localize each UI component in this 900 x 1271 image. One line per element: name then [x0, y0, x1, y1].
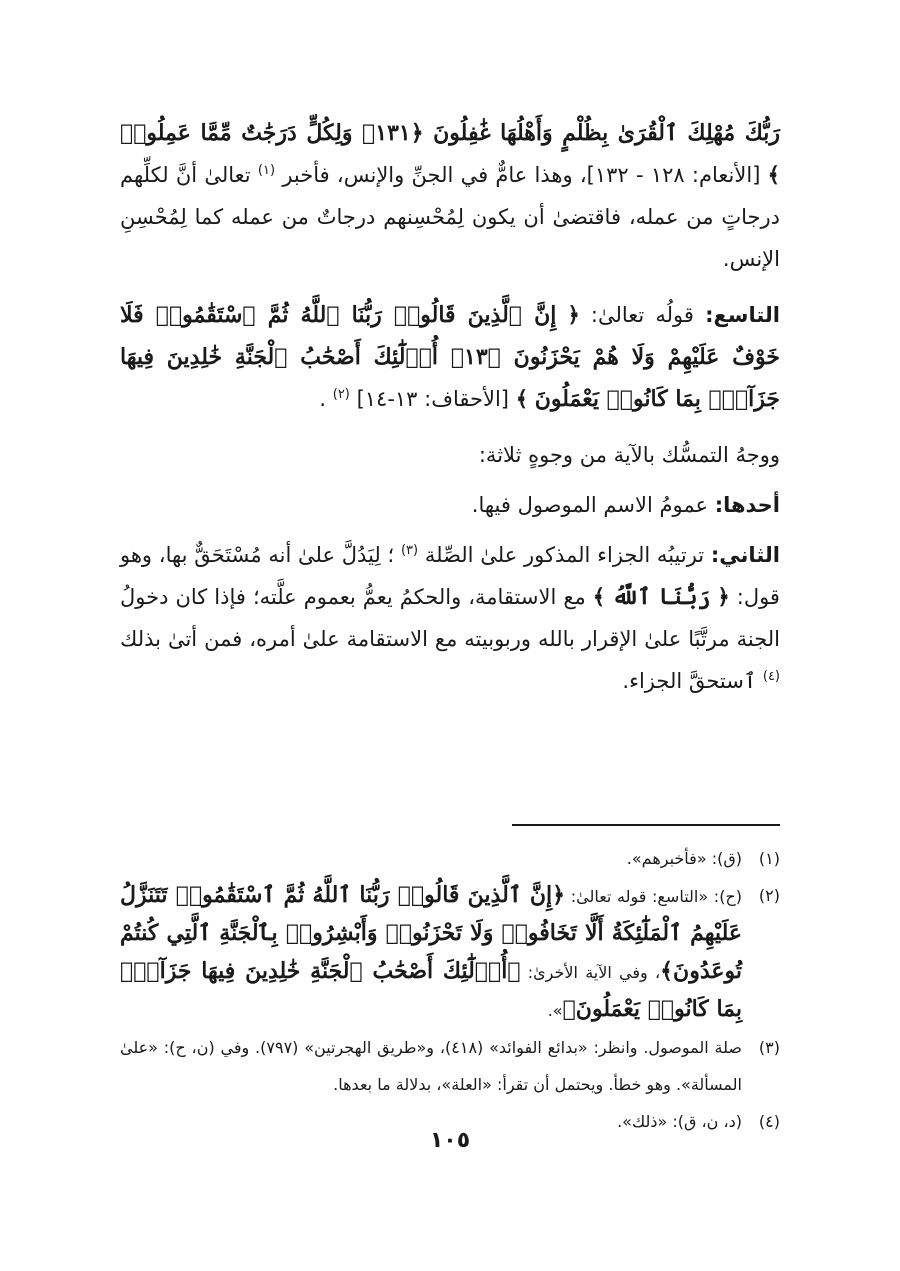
footnote-number: (١): [758, 849, 780, 868]
quran-verse: رَبُّكَ مُهْلِكَ ٱلْقُرَىٰ بِظُلْمٍ وَأَهْلُهَا غَٰفِلُونَ ﴿١٣١﴾ وَلِكُلٍّ دَرَجَٰتٌ مِّمَّا عَمِلُوا۟: [120, 120, 780, 146]
section-lead: أحدها:: [714, 493, 780, 517]
footnote-text: صلة الموصول. وانظر: «بدائع الفوائد» (٤١٨)، و«طريق الهجرتين» (٧٩٧). وفي (ن، ح): «علىٰ المسألة». وهو خطأ. ويحتمل أن تقرأ: «العلة»، بدلالة ما بعدها.: [120, 1038, 742, 1094]
quran-verse: إِنَّ ٱلَّذِينَ قَالُوا۟ رَبُّنَا ٱللَّهُ ثُمَّ ٱسْتَقَٰمُوا۟ فَلَا خَوْفٌ عَلَيْهِمْ وَلَا هُمْ يَحْزَنُونَ ﴿١٣﴾ أُو۟لَٰٓئِكَ أَصْحَٰبُ ٱلْجَنَّةِ خَٰلِدِينَ فِيهَا جَزَآءًۢ بِمَا كَانُوا۟ يَعْمَلُونَ: [120, 302, 780, 412]
paragraph-text: ٱستحقَّ الجزاء.: [622, 669, 757, 693]
ornate-bracket-open: ﴿: [567, 302, 580, 327]
footnote-text: (د، ن، ق): «ذلك».: [617, 1112, 742, 1131]
quran-verse: ﴿أُو۟لَٰٓئِكَ أَصْحَٰبُ ٱلْجَنَّةِ خَٰلِدِينَ فِيهَا جَزَآءًۢ بِمَا كَانُوا۟ يَعْمَلُونَ﴾: [120, 958, 742, 1022]
ornate-bracket-close: ﴾: [767, 162, 780, 187]
paragraph-text: ؛ لِيَدُلَّ علىٰ أنه مُسْتَحَقٌّ بها، وهو قول:: [120, 543, 780, 609]
paragraph-text: .: [319, 387, 327, 411]
paragraph-text: تعالىٰ أنَّ لكلِّهم درجاتٍ من عمله، فاقتضىٰ أن يكون لِمُحْسِنهم درجاتٌ من عمله كما لِمُحْسِنِ الإنس.: [120, 163, 780, 271]
paragraph-text: قولُه تعالىٰ:: [579, 303, 694, 327]
paragraph-text: ووجهُ التمسُّك بالآية من وجوهٍ ثلاثة:: [478, 443, 780, 467]
quran-verse: ﴿إِنَّ ٱلَّذِينَ قَالُوا۟ رَبُّنَا ٱللَّهُ ثُمَّ ٱسْتَقَٰمُوا۟ تَتَنَزَّلُ عَلَيْهِمُ ٱلْمَلَٰٓئِكَةُ أَلَّا تَخَافُوا۟ وَلَا تَحْزَنُوا۟ وَأَبْشِرُوا۟ بِٱلْجَنَّةِ ٱلَّتِي كُنتُمْ تُوعَدُونَ﴾: [120, 882, 742, 984]
footnote-divider: [512, 824, 780, 826]
main-text: [120, 112, 780, 716]
footnotes: [120, 840, 780, 1140]
footnote-ref-1[interactable]: (١): [257, 163, 276, 178]
section-lead: التاسع:: [705, 303, 780, 327]
paragraph-text: ترتيبُه الجزاء المذكور علىٰ الصِّلة: [424, 543, 705, 567]
footnote-text: [120, 877, 742, 1029]
paragraph-text: مع الاستقامة، والحكمُ يعمُّ بعموم علَّته؛ فإذا كان دخولُ الجنة مرتَّبًا علىٰ الإقرار بالله وربوبيته مع الاستقامة علىٰ أمره، فمن أتىٰ بذلك: [120, 585, 780, 651]
paragraph-1: [120, 112, 780, 280]
footnote-number: (٢): [758, 886, 780, 905]
paragraph-text: [الأنعام: ١٢٨ - ١٣٢]، وهذا عامٌّ في الجنِّ والإنس، فأخبر: [282, 163, 761, 187]
paragraph-3: [120, 434, 780, 476]
footnote-text: (ق): «فأخبرهم».: [626, 849, 742, 868]
footnote-item: [120, 840, 780, 877]
footnote-number: (٣): [758, 1038, 780, 1057]
paragraph-4: [120, 484, 780, 526]
ornate-bracket-close: ﴾: [515, 386, 528, 411]
paragraph-text: عمومُ الاسم الموصول فيها.: [471, 493, 708, 517]
footnote-ref-4[interactable]: (٤): [762, 669, 780, 684]
paragraph-5: [120, 534, 780, 702]
quran-verse: رَبُّنَا ٱللَّهُ: [612, 584, 711, 610]
footnote-ref-3[interactable]: (٣): [400, 543, 419, 558]
footnote-ref-2[interactable]: (٢): [332, 387, 350, 402]
ornate-bracket-close: ﴾: [592, 584, 606, 609]
footnote-text-part: ، وفي الآية الأخرىٰ:: [520, 963, 661, 982]
footnote-item: [120, 1029, 780, 1103]
verse-citation: [الأحقاف: ١٣-١٤]: [356, 387, 509, 411]
footnote-text-part: ».: [547, 1001, 563, 1020]
page-number: ١٠٥: [429, 1128, 471, 1153]
footnote-number: (٤): [758, 1112, 780, 1131]
section-lead: الثاني:: [710, 543, 780, 567]
ornate-bracket-open: ﴿: [717, 584, 730, 609]
footnote-item: [120, 877, 780, 1029]
footnote-text-part: (ح): «التاسع: قوله تعالىٰ:: [565, 887, 743, 906]
paragraph-2: [120, 294, 780, 420]
